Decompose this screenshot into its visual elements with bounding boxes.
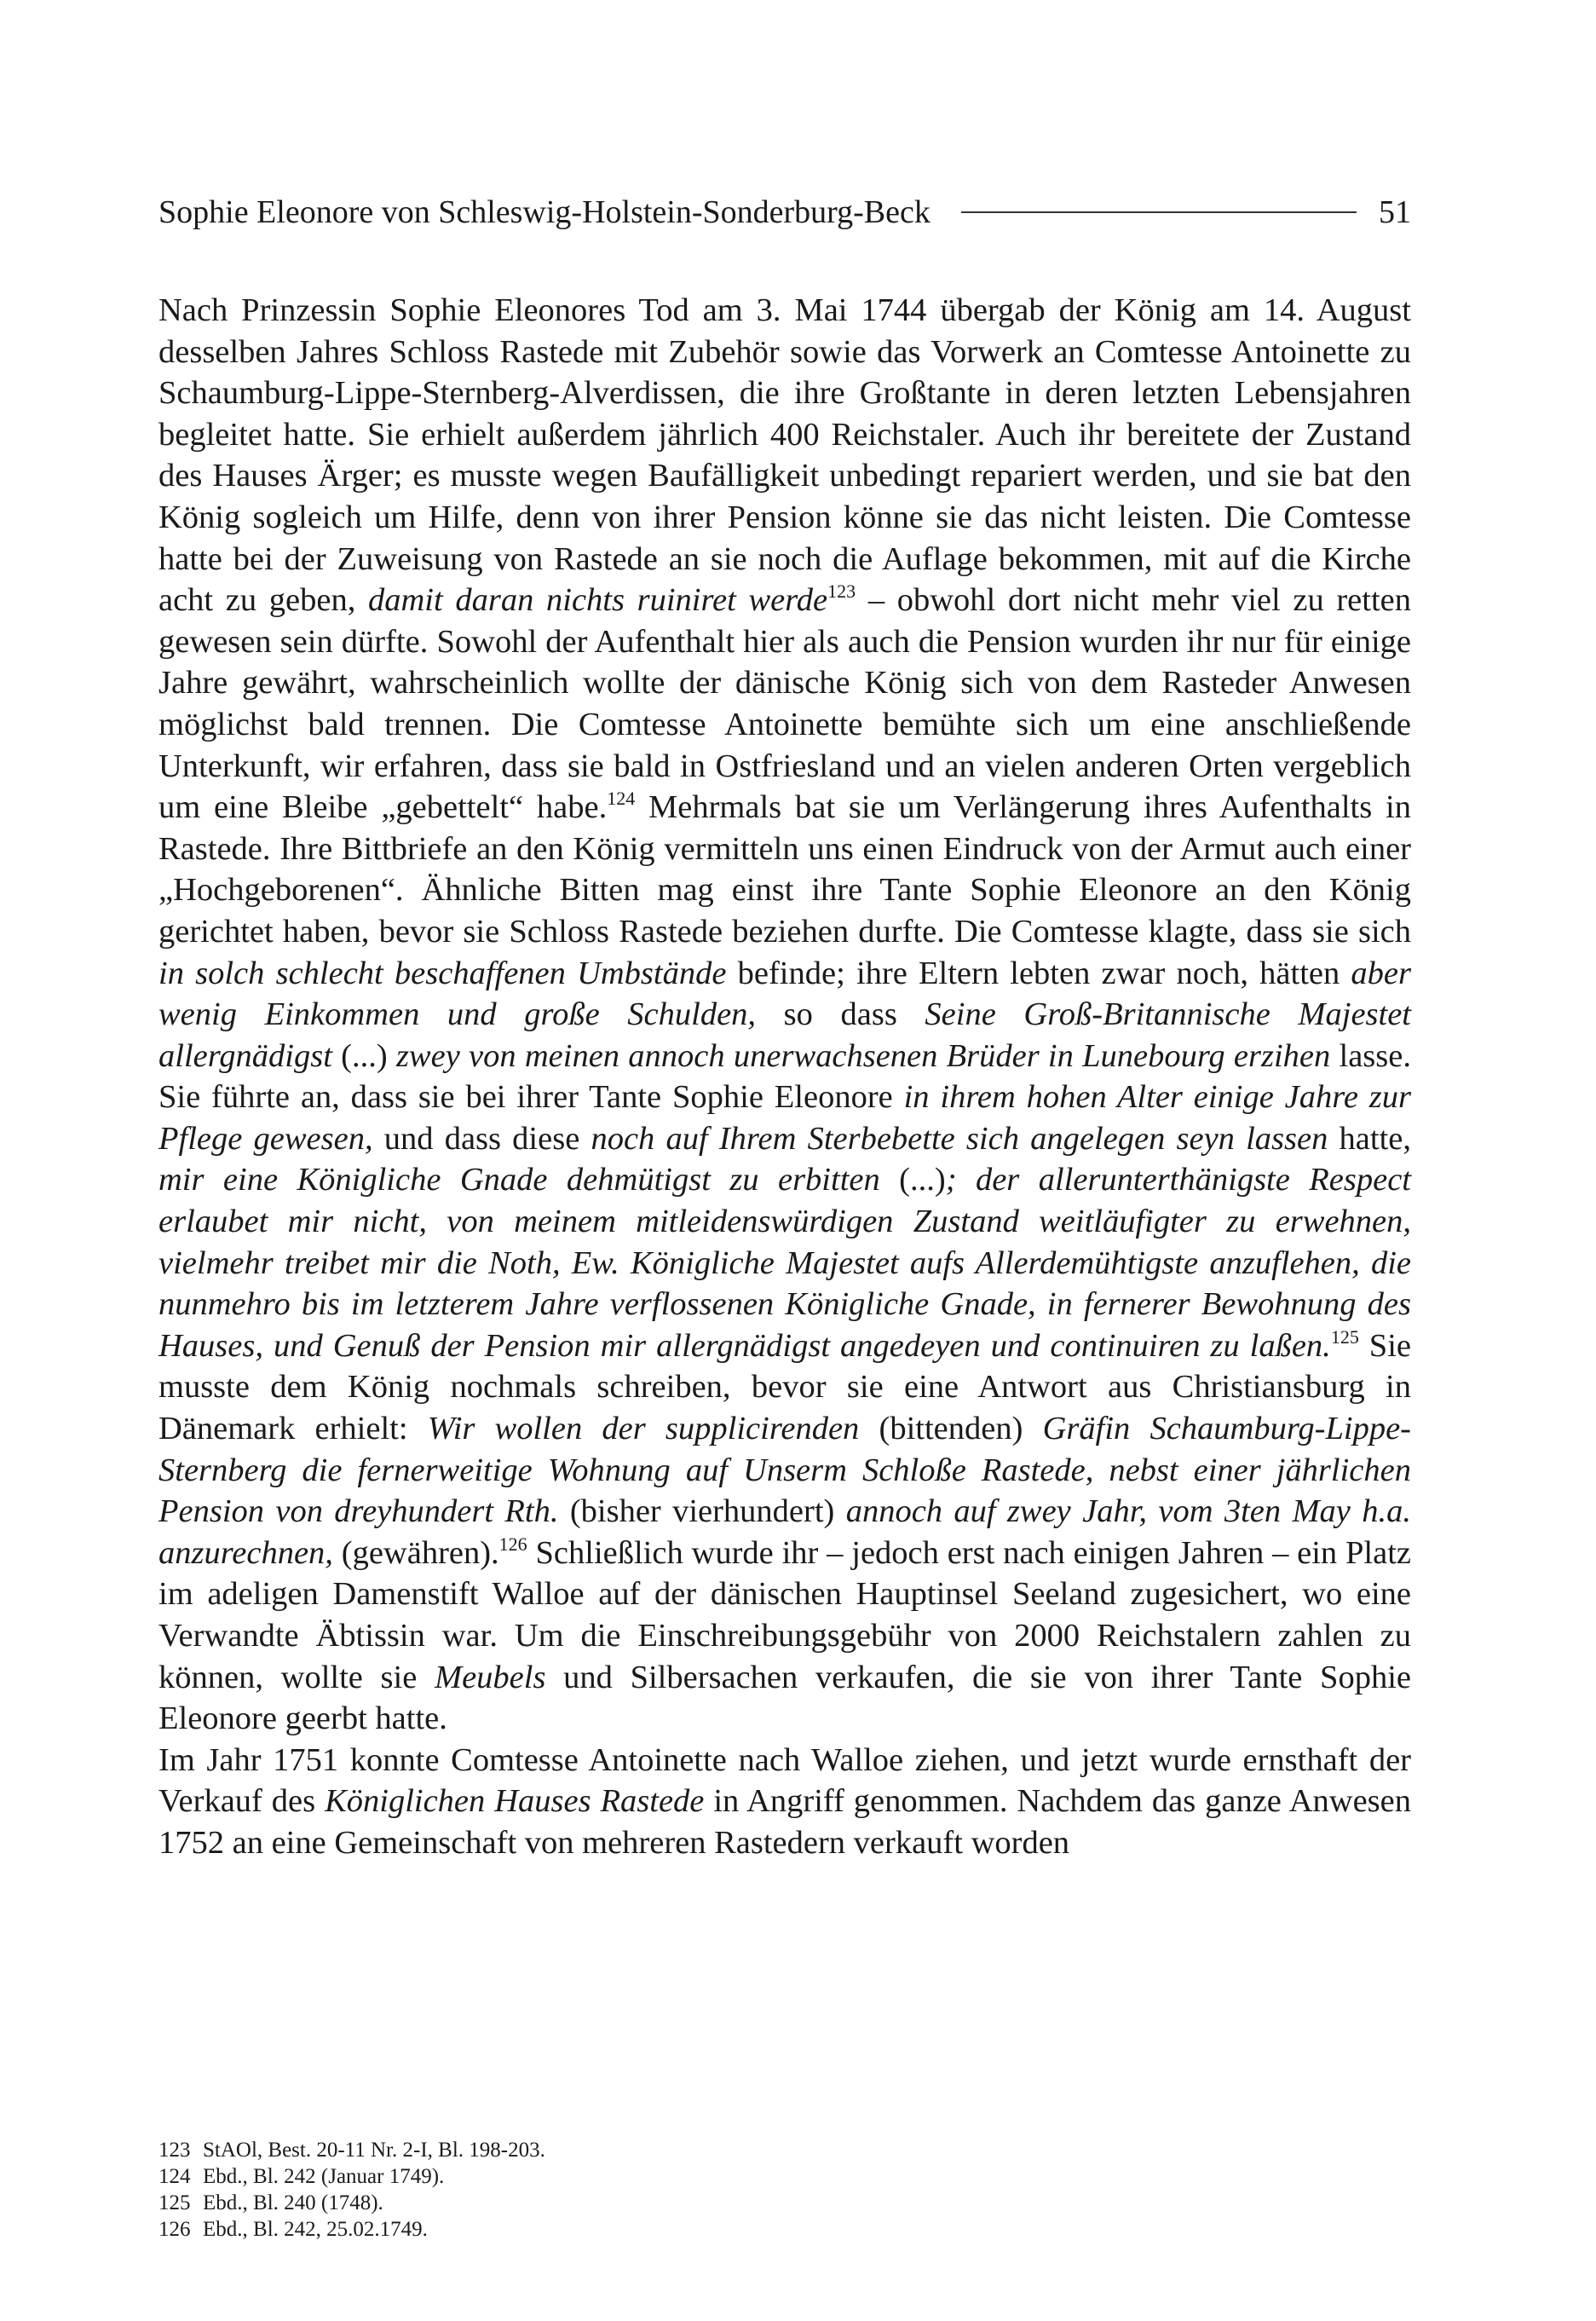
text-run: (...) (879, 1162, 946, 1198)
text-run: und Silbersachen verkaufen, die sie von ihrer Tante Sophie Eleonore geerbt hatte. (158, 1659, 1411, 1737)
footnote-number: 123 (158, 2139, 191, 2162)
footnote-text: Ebd., Bl. 242, 25.02.1749. (203, 2218, 428, 2241)
quote-run: mir eine Königliche Gnade dehmütigst zu erbitten (158, 1162, 880, 1198)
running-header (158, 191, 1411, 234)
main-text (158, 290, 1411, 1864)
quote-run: Königlichen Hauses Rastede (325, 1783, 705, 1820)
text-run: (bittenden) (859, 1411, 1043, 1447)
header-rule (961, 211, 1357, 213)
text-run: Im Jahr 1751 konnte Comtesse Antoinette nach Walloe ziehen, und jetzt wurde ernsthaft der Verkauf des (158, 1741, 1411, 1820)
quote-run: Meubels (435, 1659, 546, 1695)
footnote-text: StAOl, Best. 20-11 Nr. 2-I, Bl. 198-203. (203, 2139, 545, 2162)
text-run: Sie musste dem König nochmals schreiben, bevor sie eine Antwort aus Christiansburg in Dänemark erhielt: (158, 1327, 1411, 1447)
footnote-number: 125 (158, 2191, 191, 2214)
text-run: Schließlich wurde ihr – jedoch erst nach einigen Jahren – ein Platz im adeligen Damenstift Walloe auf der dänischen Hauptinsel Seeland zugesichert, wo eine Verwandte Äbtissin war. Um die Einschreibungsgebühr von 2000 Reichstalern zahlen zu können, wollte sie (158, 1534, 1411, 1695)
footnotes (158, 2137, 1411, 2243)
quote-run: Gräfin Schaumburg-Lippe-Sternberg die fernerweitige Wohnung auf Unserm Schloße Rastede, nebst einer jährlichen Pension von dreyhundert Rth. (158, 1411, 1411, 1530)
text-run: (gewähren). (332, 1534, 499, 1571)
text-run: so dass (756, 996, 925, 1033)
footnote-126 (158, 2216, 1411, 2243)
footnote-ref-124: 124 (607, 788, 636, 810)
quote-run: annoch auf zwey Jahr, vom 3ten May h.a. anzurechnen, (158, 1493, 1411, 1571)
text-run: – obwohl dort nicht mehr viel zu retten gewesen sein dürfte. Sowohl der Aufenthalt hier als auch die Pension wurden ihr nur für einige Jahre gewährt, wahrscheinlich wollte der dänische König sich von dem Rasteder Anwesen möglichst bald trennen. Die Comtesse Antoinette bemühte sich um eine anschließende Unterkunft, wir erfahren, dass sie bald in Ostfriesland und an vielen anderen Orten vergeblich um eine Bleibe „gebettelt“ habe. (158, 582, 1411, 826)
footnote-text: Ebd., Bl. 242 (Januar 1749). (203, 2165, 445, 2188)
quote-run: zwey von meinen annoch unerwachsenen Brüder in Lunebourg erzihen (395, 1037, 1331, 1074)
paragraph-1 (158, 290, 1411, 1740)
text-run: in Angriff genommen. Nachdem das ganze Anwesen 1752 an eine Gemeinschaft von mehreren Rastedern verkauft worden (158, 1783, 1411, 1861)
running-title: Sophie Eleonore von Schleswig-Holstein-Sonderburg-Beck (158, 194, 931, 230)
quote-run: ; der allerunterthänigste Respect erlaubet mir nicht, von meinem mitleidenswürdigen Zustand weitläufigter zu erwehnen, vielmehr treibet mir die Noth, Ew. Königliche Majestet aufs Allerdemühtigste anzuflehen, die nunmehro bis im letzterem Jahre verflossenen Königliche Gnade, in fernerer Bewohnung des Hauses, und Genuß der Pension mir allergnädigst angedeyen und continuiren zu laßen. (158, 1162, 1411, 1364)
quote-run: Wir wollen der supplicirenden (427, 1411, 860, 1447)
quote-run: in ihrem hohen Alter einige Jahre zur Pflege gewesen, (158, 1079, 1411, 1157)
paragraph-2 (158, 1740, 1411, 1864)
footnote-ref-123: 123 (827, 580, 856, 603)
footnote-text: Ebd., Bl. 240 (1748). (203, 2191, 383, 2214)
quote-run: damit daran nichts ruiniret werde (368, 582, 828, 619)
text-run: (...) (331, 1037, 396, 1074)
text-run: hatte, (1328, 1120, 1411, 1157)
quote-run: aber wenig Einkommen und große Schulden, (158, 955, 1411, 1033)
footnote-ref-126: 126 (498, 1533, 527, 1555)
quote-run: Seine Groß-Britannische Majestet allergnädigst (158, 996, 1411, 1074)
footnote-number: 126 (158, 2218, 191, 2241)
text-run: und dass diese (372, 1120, 591, 1157)
footnote-124 (158, 2163, 1411, 2190)
footnote-ref-125: 125 (1330, 1325, 1359, 1348)
text-run: befinde; ihre Eltern lebten zwar noch, hätten (726, 955, 1351, 991)
text-run: lasse. Sie führte an, dass sie bei ihrer Tante Sophie Eleonore (158, 1037, 1411, 1116)
quote-run: in solch schlecht beschaffenen Umbstände (158, 955, 727, 991)
quote-run: noch auf Ihrem Sterbebette sich angelegen seyn lassen (591, 1120, 1328, 1157)
page-number: 51 (1379, 194, 1411, 230)
footnote-125 (158, 2190, 1411, 2216)
text-run: Mehrmals bat sie um Verlängerung ihres Aufenthalts in Rastede. Ihre Bittbriefe an den König vermitteln uns einen Eindruck von der Armut auch einer „Hochgeborenen“. Ähnliche Bitten mag einst ihre Tante Sophie Eleonore an den König gerichtet haben, bevor sie Schloss Rastede beziehen durfte. Die Comtesse klagte, dass sie sich (158, 789, 1411, 950)
footnote-number: 124 (158, 2165, 191, 2188)
footnote-123 (158, 2137, 1411, 2163)
text-run: Nach Prinzessin Sophie Eleonores Tod am 3. Mai 1744 übergab der König am 14. August desselben Jahres Schloss Rastede mit Zubehör sowie das Vorwerk an Comtesse Antoinette zu Schaumburg-Lippe-Sternberg-Alverdissen, die ihre Großtante in deren letzten Lebensjahren begleitet hatte. Sie erhielt außerdem jährlich 400 Reichstaler. Auch ihr bereitete der Zustand des Hauses Ärger; es musste wegen Baufälligkeit unbedingt repariert werden, und sie bat den König sogleich um Hilfe, denn von ihrer Pension könne sie das nicht leisten. Die Comtesse hatte bei der Zuweisung von Rastede an sie noch die Auflage bekommen, mit auf die Kirche acht zu geben, (158, 292, 1411, 619)
text-run: (bisher vierhundert) (558, 1493, 846, 1530)
